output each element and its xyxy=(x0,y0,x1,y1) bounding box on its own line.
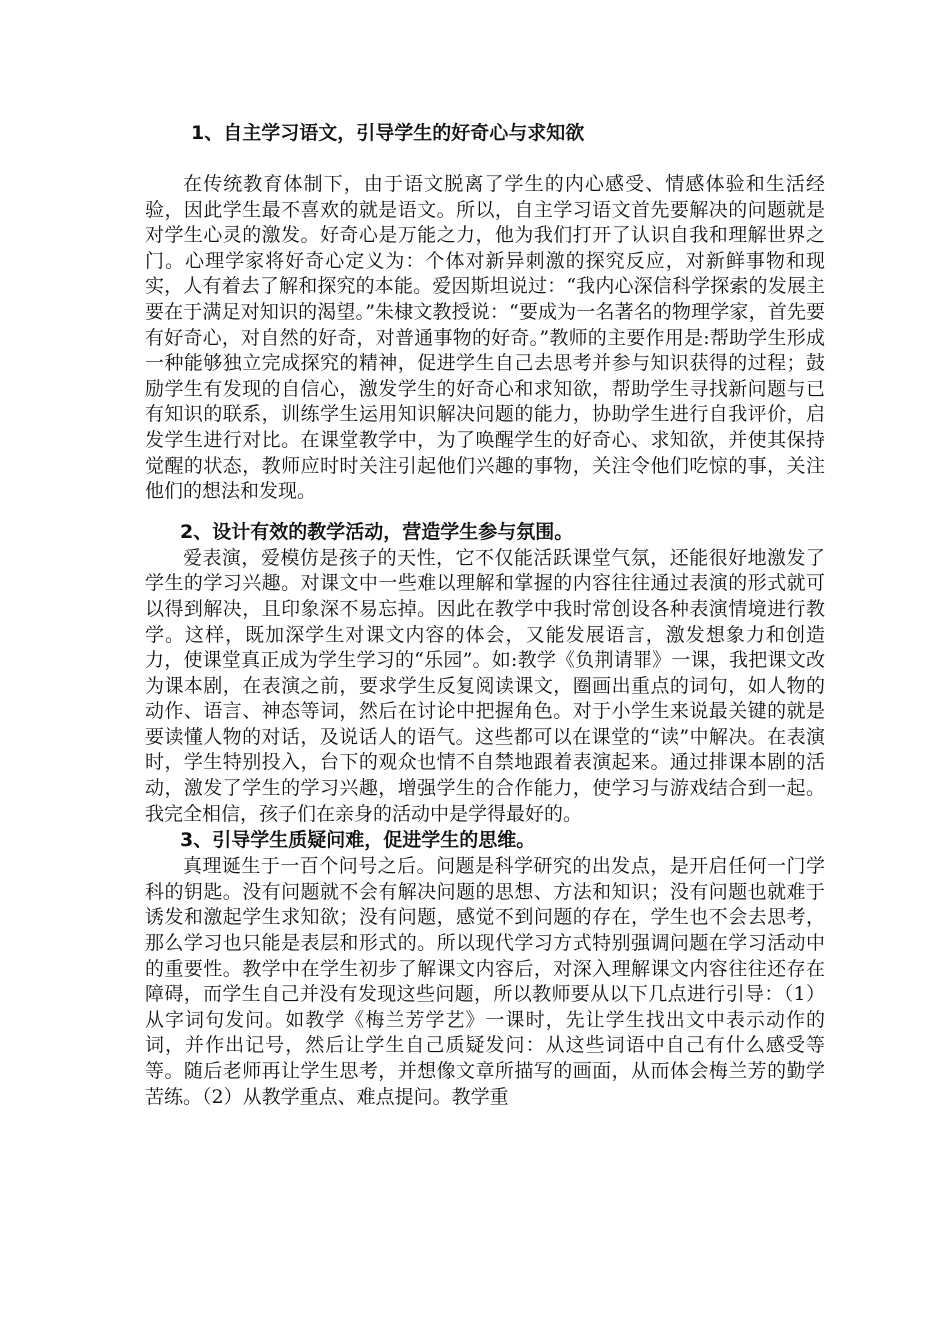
section-paragraph-3: 真理诞生于一百个问号之后。问题是科学研究的出发点，是开启任何一门学科的钥匙。没有问题就不会有解决问题的思想、方法和知识；没有问题也就难于诱发和激起学生求知欲；没有问题，感觉不到问题的存在，学生也不会去思考，那么学习也只能是表层和形式的。所以现代学习方式特别强调问题在学习活动中的重要性。教学中在学生初步了解课文内容后，对深入理解课文内容往往还存在障碍，而学生自己并没有发现这些问题，所以教师要从以下几点进行引导：（1）从字词句发问。如教学《梅兰芳学艺》一课时，先让学生找出文中表示动作的词，并作出记号，然后让学生自己质疑发问：从这些词语中自己有什么感受等等。随后老师再让学生思考，并想像文章所描写的画面，从而体会梅兰芳的勤学苦练。（2）从教学重点、难点提问。教学重 xyxy=(145,855,825,1108)
document-page xyxy=(145,120,825,1110)
section-paragraph-1: 在传统教育体制下，由于语文脱离了学生的内心感受、情感体验和生活经验，因此学生最不喜欢的就是语文。所以，自主学习语文首先要解决的问题就是对学生心灵的激发。好奇心是万能之力，他为我们打开了认识自我和理解世界之门。心理学家将好奇心定义为：个体对新异刺激的探究反应，对新鲜事物和现实，人有着去了解和探究的本能。爱因斯坦说过：“我内心深信科学探索的发展主要在于满足对知识的渴望。”朱棣文教授说：“要成为一名著名的物理学家，首先要有好奇心，对自然的好奇，对普通事物的好奇。”教师的主要作用是:帮助学生形成一种能够独立完成探究的精神，促进学生自己去思考并参与知识获得的过程；鼓励学生有发现的自信心，激发学生的好奇心和求知欲，帮助学生寻找新问题与已有知识的联系，训练学生运用知识解决问题的能力，协助学生进行自我评价，启发学生进行对比。在课堂教学中，为了唤醒学生的好奇心、求知欲，并使其保持觉醒的状态，教师应时时关注引起他们兴趣的事物，关注令他们吃惊的事，关注他们的想法和发现。 xyxy=(145,173,825,503)
section-heading-1: 1、自主学习语文，引导学生的好奇心与求知欲 xyxy=(191,122,585,144)
section-heading-2: 2、设计有效的教学活动，营造学生参与氛围。 xyxy=(180,520,574,543)
section-paragraph-2: 爱表演，爱模仿是孩子的天性，它不仅能活跃课堂气氛，还能很好地激发了学生的学习兴趣。对课文中一些难以理解和掌握的内容往往通过表演的形式就可以得到解决，且印象深不易忘掉。因此在教学中我时常创设各种表演情境进行教学。这样，既加深学生对课文内容的体会，又能发展语言，激发想象力和创造力，使课堂真正成为学生学习的“乐园”。如:教学《负荆请罪》一课，我把课文改为课本剧，在表演之前，要求学生反复阅读课文，圈画出重点的词句，如人物的动作、语言、神态等词，然后在讨论中把握角色。对于小学生来说最关键的就是要读懂人物的对话，及说话人的语气。这些都可以在课堂的“读”中解决。在表演时，学生特别投入，台下的观众也情不自禁地跟着表演起来。通过排课本剧的活动，激发了学生的学习兴趣，增强学生的合作能力，使学习与游戏结合到一起。我完全相信，孩子们在亲身的活动中是学得最好的。 xyxy=(145,546,825,825)
section-heading-3: 3、引导学生质疑问难，促进学生的思维。 xyxy=(180,829,536,852)
